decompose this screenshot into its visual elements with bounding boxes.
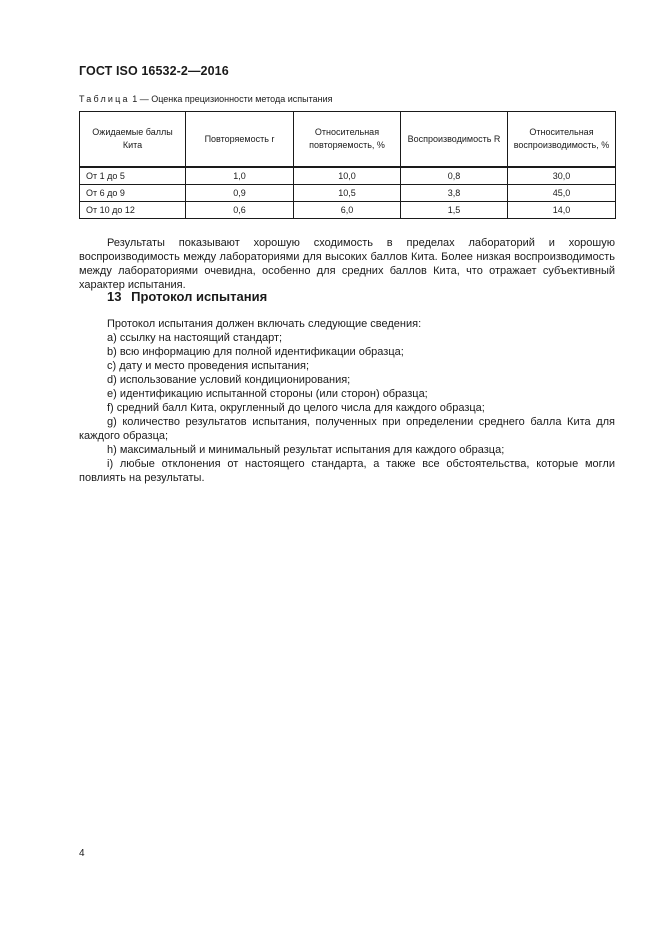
column-header-repeatability: Повторяемость r — [186, 112, 294, 168]
list-item: d) использование условий кондиционирования; — [107, 374, 351, 386]
table-cell: 10,5 — [294, 185, 401, 202]
table-caption — [79, 94, 332, 104]
standard-identifier: ГОСТ ISO 16532-2—2016 — [79, 64, 229, 78]
section-number: 13 — [107, 289, 122, 304]
table-cell: 30,0 — [508, 167, 616, 185]
table-cell: От 1 до 5 — [80, 167, 186, 185]
list-item: c) дату и место проведения испытания; — [107, 360, 310, 372]
list-intro: Протокол испытания должен включать следующие сведения: — [107, 318, 422, 330]
table-cell: 10,0 — [294, 167, 401, 185]
results-text: Результаты показывают хорошую сходимость в пределах лабораторий и хорошую воспроизводимость между лабораториями для высоких баллов Кита. Более низкая воспроизводимость между лабораториями очевидна, особенно для средних баллов Кита, что отражает субъективный характер испытания. — [79, 237, 615, 291]
column-header-expected-grade: Ожидаемые баллы Кита — [80, 112, 186, 168]
list-item: g) количество результатов испытания, полученных при определении среднего балла Кита для каждого образца; — [79, 416, 615, 442]
list-item: b) всю информацию для полной идентификации образца; — [107, 346, 404, 358]
table-row — [80, 167, 616, 185]
table-header-row — [80, 112, 616, 168]
list-item: a) ссылку на настоящий стандарт; — [107, 332, 283, 344]
table-cell: 6,0 — [294, 202, 401, 219]
section-heading — [107, 289, 267, 304]
page-number: 4 — [79, 848, 85, 859]
column-header-relative-reproducibility: Относительная воспроизводимость, % — [508, 112, 616, 168]
column-header-reproducibility: Воспроизводимость R — [401, 112, 508, 168]
table-cell: 0,6 — [186, 202, 294, 219]
report-requirements-list — [79, 317, 615, 485]
table-row — [80, 185, 616, 202]
table-cell: 3,8 — [401, 185, 508, 202]
precision-table — [79, 111, 616, 219]
table-cell: 1,5 — [401, 202, 508, 219]
list-item: e) идентификацию испытанной стороны (или сторон) образца; — [107, 388, 428, 400]
table-cell: 1,0 — [186, 167, 294, 185]
table-cell: От 6 до 9 — [80, 185, 186, 202]
results-paragraph — [79, 236, 615, 292]
table-cell: 14,0 — [508, 202, 616, 219]
list-item: i) любые отклонения от настоящего стандарта, а также все обстоятельства, которые могли повлиять на результаты. — [79, 458, 615, 484]
table-caption-word: Таблица — [79, 94, 130, 104]
table-row — [80, 202, 616, 219]
table-cell: 0,9 — [186, 185, 294, 202]
column-header-relative-repeatability: Относительная повторяемость, % — [294, 112, 401, 168]
list-item: h) максимальный и минимальный результат испытания для каждого образца; — [107, 444, 505, 456]
table-cell: 0,8 — [401, 167, 508, 185]
table-caption-text: 1 — Оценка прецизионности метода испытания — [132, 94, 333, 104]
table-cell: От 10 до 12 — [80, 202, 186, 219]
list-item: f) средний балл Кита, округленный до целого числа для каждого образца; — [107, 402, 485, 414]
section-title: Протокол испытания — [131, 289, 268, 304]
table-cell: 45,0 — [508, 185, 616, 202]
